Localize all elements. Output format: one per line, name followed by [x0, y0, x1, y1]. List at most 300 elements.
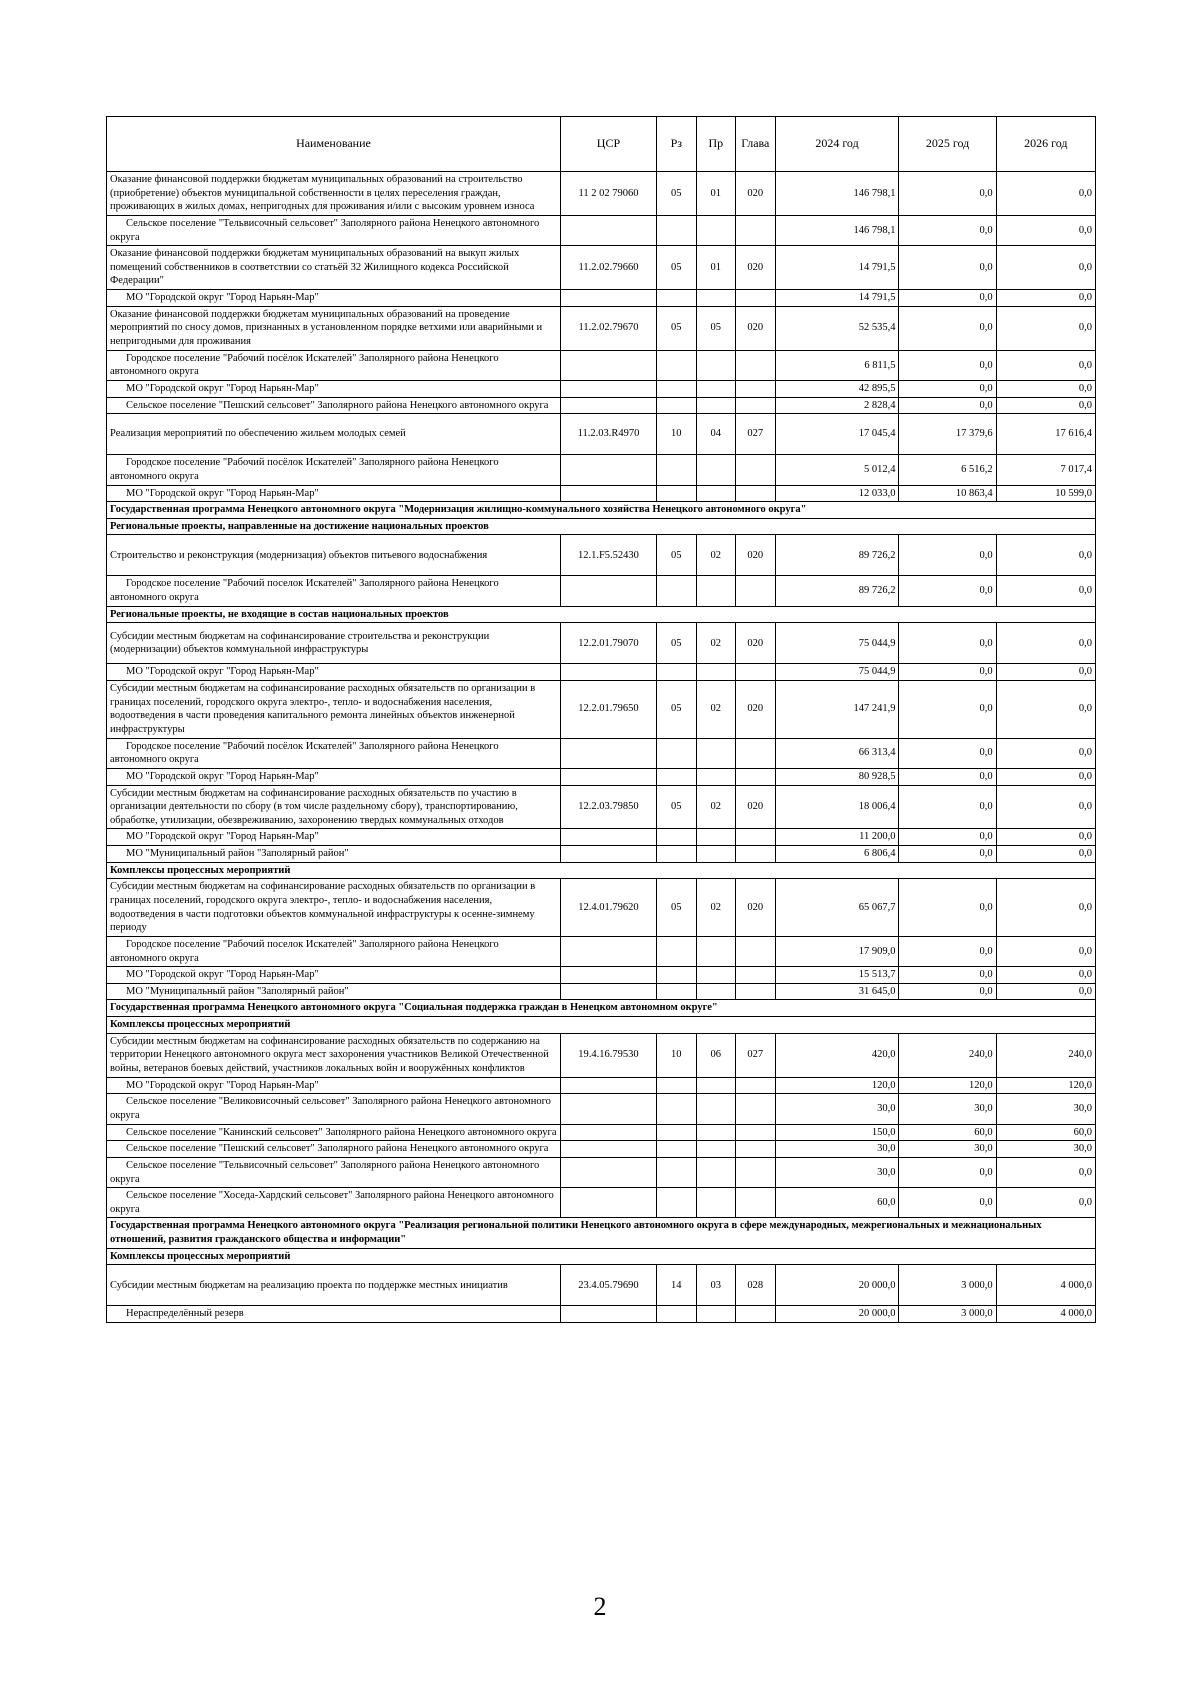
- cell-rz: 05: [657, 306, 697, 350]
- cell-y2024: 75 044,9: [775, 664, 899, 681]
- table-body: [107, 172, 1096, 1323]
- cell-y2026: 30,0: [996, 1141, 1095, 1158]
- cell-pr: [696, 846, 736, 863]
- row-name: [107, 455, 561, 485]
- table-subrow: [107, 1157, 1096, 1187]
- cell-pr: [696, 1188, 736, 1218]
- row-name: [107, 535, 561, 576]
- cell-glava: [736, 397, 776, 414]
- row-name-text: Городское поселение "Рабочий поселок Искателей" Заполярного района Ненецкого автономного округа: [110, 578, 499, 604]
- cell-pr: [696, 967, 736, 984]
- cell-y2025: 30,0: [899, 1141, 996, 1158]
- cell-y2025: 120,0: [899, 1077, 996, 1094]
- row-name-text: МО "Муниципальный район "Заполярный район": [126, 848, 349, 860]
- cell-y2025: 60,0: [899, 1124, 996, 1141]
- cell-y2026: 0,0: [996, 1188, 1095, 1218]
- row-name: [107, 1157, 561, 1187]
- cell-pr: [696, 215, 736, 245]
- cell-pr: 02: [696, 623, 736, 664]
- table-row: [107, 414, 1096, 455]
- row-name-text: МО "Городской округ "Город Нарьян-Мар": [126, 382, 319, 394]
- row-name: [107, 350, 561, 380]
- cell-rz: [657, 983, 697, 1000]
- cell-glava: [736, 1188, 776, 1218]
- cell-csr: 19.4.16.79530: [560, 1033, 656, 1077]
- section-heading: Государственная программа Ненецкого автономного округа "Реализация региональной политики Ненецкого автономного округа в сфере международных, межрегиональных и межнациональных отношений, развития гражданского общества и информации": [107, 1218, 1096, 1248]
- cell-csr: [560, 290, 656, 307]
- cell-csr: 12.2.01.79070: [560, 623, 656, 664]
- row-name-text: МО "Городской округ "Город Нарьян-Мар": [126, 770, 319, 782]
- row-name-text: МО "Городской округ "Город Нарьян-Мар": [126, 969, 319, 981]
- cell-y2024: 65 067,7: [775, 879, 899, 937]
- section-heading: Региональные проекты, направленные на достижение национальных проектов: [107, 518, 1096, 535]
- table-subrow: [107, 768, 1096, 785]
- cell-glava: 020: [736, 623, 776, 664]
- row-name-text: Городское поселение "Рабочий поселок Искателей" Заполярного района Ненецкого автономного округа: [110, 938, 499, 964]
- cell-y2025: 0,0: [899, 664, 996, 681]
- cell-y2026: 4 000,0: [996, 1265, 1095, 1306]
- cell-rz: [657, 397, 697, 414]
- table-subrow: [107, 485, 1096, 502]
- row-name: [107, 623, 561, 664]
- cell-y2024: 11 200,0: [775, 829, 899, 846]
- col-header-csr: ЦСР: [560, 117, 656, 172]
- row-name: [107, 1094, 561, 1124]
- row-name: [107, 172, 561, 216]
- row-name-text: МО "Городской округ "Город Нарьян-Мар": [126, 831, 319, 843]
- cell-y2026: 0,0: [996, 380, 1095, 397]
- cell-pr: 02: [696, 879, 736, 937]
- cell-glava: 020: [736, 879, 776, 937]
- cell-y2026: 0,0: [996, 290, 1095, 307]
- cell-csr: [560, 1141, 656, 1158]
- cell-y2024: 75 044,9: [775, 623, 899, 664]
- row-name-text: МО "Городской округ "Город Нарьян-Мар": [126, 487, 319, 499]
- row-name-text: Сельское поселение "Тельвисочный сельсовет" Заполярного района Ненецкого автономного округа: [110, 217, 540, 243]
- cell-y2026: 0,0: [996, 829, 1095, 846]
- cell-y2024: 146 798,1: [775, 172, 899, 216]
- cell-glava: [736, 967, 776, 984]
- cell-pr: [696, 455, 736, 485]
- cell-csr: [560, 738, 656, 768]
- cell-csr: 11 2 02 79060: [560, 172, 656, 216]
- cell-rz: 05: [657, 879, 697, 937]
- cell-y2024: 147 241,9: [775, 681, 899, 739]
- cell-y2026: 0,0: [996, 681, 1095, 739]
- cell-csr: [560, 829, 656, 846]
- cell-y2024: 66 313,4: [775, 738, 899, 768]
- cell-pr: [696, 1124, 736, 1141]
- cell-y2024: 30,0: [775, 1141, 899, 1158]
- cell-y2024: 30,0: [775, 1157, 899, 1187]
- cell-glava: 020: [736, 306, 776, 350]
- col-header-pr: Пр: [696, 117, 736, 172]
- row-name: [107, 1141, 561, 1158]
- cell-csr: [560, 1094, 656, 1124]
- cell-y2024: 60,0: [775, 1188, 899, 1218]
- table-row: [107, 785, 1096, 829]
- cell-rz: [657, 290, 697, 307]
- cell-y2026: 0,0: [996, 983, 1095, 1000]
- cell-rz: [657, 215, 697, 245]
- row-name: [107, 397, 561, 414]
- row-name-text: Сельское поселение "Пешский сельсовет" Заполярного района Ненецкого автономного округа: [126, 399, 549, 411]
- row-name: [107, 681, 561, 739]
- section-heading-row: [107, 518, 1096, 535]
- cell-rz: [657, 1157, 697, 1187]
- cell-pr: 05: [696, 306, 736, 350]
- cell-y2025: 0,0: [899, 1157, 996, 1187]
- cell-y2026: 0,0: [996, 936, 1095, 966]
- cell-rz: [657, 350, 697, 380]
- row-name-text: МО "Городской округ "Город Нарьян-Мар": [126, 292, 319, 304]
- row-name: [107, 215, 561, 245]
- cell-pr: 02: [696, 535, 736, 576]
- section-heading: Региональные проекты, не входящие в состав национальных проектов: [107, 606, 1096, 623]
- row-name: [107, 983, 561, 1000]
- cell-y2025: 0,0: [899, 681, 996, 739]
- table-subrow: [107, 1141, 1096, 1158]
- cell-y2025: 0,0: [899, 350, 996, 380]
- cell-y2024: 89 726,2: [775, 535, 899, 576]
- section-heading-row: [107, 1248, 1096, 1265]
- cell-y2024: 17 045,4: [775, 414, 899, 455]
- cell-y2025: 240,0: [899, 1033, 996, 1077]
- cell-rz: 14: [657, 1265, 697, 1306]
- cell-glava: [736, 380, 776, 397]
- cell-pr: [696, 1157, 736, 1187]
- cell-pr: 02: [696, 785, 736, 829]
- cell-glava: [736, 215, 776, 245]
- cell-rz: [657, 967, 697, 984]
- col-header-glava: Глава: [736, 117, 776, 172]
- cell-y2025: 0,0: [899, 535, 996, 576]
- table-subrow: [107, 967, 1096, 984]
- row-name: [107, 1077, 561, 1094]
- cell-y2025: 0,0: [899, 1188, 996, 1218]
- table-subrow: [107, 380, 1096, 397]
- cell-csr: 23.4.05.79690: [560, 1265, 656, 1306]
- cell-csr: 12.4.01.79620: [560, 879, 656, 937]
- cell-rz: 05: [657, 623, 697, 664]
- cell-glava: 020: [736, 785, 776, 829]
- cell-rz: [657, 380, 697, 397]
- cell-csr: [560, 397, 656, 414]
- cell-y2026: 0,0: [996, 397, 1095, 414]
- cell-y2026: 0,0: [996, 1157, 1095, 1187]
- cell-y2025: 17 379,6: [899, 414, 996, 455]
- cell-pr: [696, 983, 736, 1000]
- cell-rz: [657, 829, 697, 846]
- table-row: [107, 1265, 1096, 1306]
- cell-y2024: 20 000,0: [775, 1306, 899, 1323]
- cell-y2025: 6 516,2: [899, 455, 996, 485]
- row-name-text: Оказание финансовой поддержки бюджетам муниципальных образований на выкуп жилых помещений собственников в соответствии со статьёй 32 Жилищного кодекса Российской Федерации": [110, 248, 520, 287]
- cell-glava: [736, 983, 776, 1000]
- table-subrow: [107, 738, 1096, 768]
- table-subrow: [107, 983, 1096, 1000]
- cell-y2025: 0,0: [899, 576, 996, 606]
- cell-rz: [657, 1094, 697, 1124]
- cell-y2024: 80 928,5: [775, 768, 899, 785]
- cell-csr: [560, 455, 656, 485]
- cell-csr: [560, 576, 656, 606]
- cell-glava: 020: [736, 172, 776, 216]
- cell-pr: [696, 829, 736, 846]
- cell-y2026: 240,0: [996, 1033, 1095, 1077]
- cell-csr: 11.2.03.R4970: [560, 414, 656, 455]
- cell-rz: [657, 1077, 697, 1094]
- row-name-text: Городское поселение "Рабочий посёлок Искателей" Заполярного района Ненецкого автономного округа: [110, 457, 499, 482]
- cell-rz: [657, 664, 697, 681]
- col-header-rz: Рз: [657, 117, 697, 172]
- cell-rz: [657, 1188, 697, 1218]
- table-subrow: [107, 936, 1096, 966]
- row-name-text: Городское поселение "Рабочий посёлок Искателей" Заполярного района Ненецкого автономного округа: [110, 740, 499, 766]
- cell-glava: [736, 664, 776, 681]
- row-name-text: Нераспределённый резерв: [126, 1308, 244, 1320]
- row-name-text: Оказание финансовой поддержки бюджетам муниципальных образований на строительство (приобретение) объектов муниципальной собственности в целях переселения граждан, проживающих в жилых домах, непригодных для проживания и/или с высоким уровнем износа: [110, 174, 535, 213]
- cell-y2026: 4 000,0: [996, 1306, 1095, 1323]
- row-name: [107, 485, 561, 502]
- table-row: [107, 1033, 1096, 1077]
- cell-rz: [657, 1306, 697, 1323]
- cell-pr: 01: [696, 246, 736, 290]
- row-name-text: Субсидии местным бюджетам на софинансирование расходных обязательств по участию в организации деятельности по сбору (в том числе раздельному сбору), транспортированию, обработке, утилизации, обезвреживанию, захоронению твердых коммунальных отходов: [110, 787, 518, 826]
- cell-y2026: 0,0: [996, 967, 1095, 984]
- row-name-text: Оказание финансовой поддержки бюджетам муниципальных образований на проведение мероприятий по сносу домов, признанных в установленном порядке ветхими или аварийными и непригодными для проживания: [110, 308, 543, 348]
- cell-csr: [560, 1306, 656, 1323]
- cell-glava: [736, 829, 776, 846]
- row-name-text: Субсидии местным бюджетам на софинансирование расходных обязательств по организации в границах поселений, городского округа электро-, тепло- и водоснабжения населения, водоотведения в части подготовки объектов коммунальной инфраструктуры к осенне-зимнему периоду: [110, 881, 536, 934]
- cell-pr: [696, 1077, 736, 1094]
- cell-pr: [696, 290, 736, 307]
- cell-csr: 11.2.02.79670: [560, 306, 656, 350]
- cell-pr: [696, 397, 736, 414]
- cell-pr: [696, 1094, 736, 1124]
- row-name: [107, 936, 561, 966]
- row-name-text: Сельское поселение "Тельвисочный сельсовет" Заполярного района Ненецкого автономного округа: [110, 1159, 540, 1185]
- cell-rz: [657, 485, 697, 502]
- cell-rz: 05: [657, 535, 697, 576]
- row-name: [107, 1033, 561, 1077]
- cell-y2025: 3 000,0: [899, 1265, 996, 1306]
- cell-y2025: 0,0: [899, 936, 996, 966]
- table-subrow: [107, 829, 1096, 846]
- cell-y2025: 0,0: [899, 215, 996, 245]
- cell-csr: [560, 215, 656, 245]
- cell-csr: [560, 967, 656, 984]
- row-name-text: МО "Городской округ "Город Нарьян-Мар": [126, 1079, 319, 1091]
- row-name-text: Сельское поселение "Хоседа-Хардский сельсовет" Заполярного района Ненецкого автономного округа: [110, 1190, 554, 1215]
- cell-y2025: 0,0: [899, 879, 996, 937]
- cell-y2026: 0,0: [996, 879, 1095, 937]
- row-name-text: Субсидии местным бюджетам на софинансирование расходных обязательств по организации в границах поселений, городского округа электро-, тепло- и водоснабжения населения, водоотведения в части проведения капитального ремонта линейных объектов инженерной инфраструктуры: [110, 683, 536, 735]
- cell-glava: [736, 485, 776, 502]
- cell-glava: [736, 936, 776, 966]
- budget-table: [106, 116, 1096, 1323]
- cell-pr: [696, 350, 736, 380]
- cell-csr: 12.2.03.79850: [560, 785, 656, 829]
- cell-glava: 028: [736, 1265, 776, 1306]
- cell-y2024: 6 806,4: [775, 846, 899, 863]
- cell-y2026: 0,0: [996, 846, 1095, 863]
- col-header-2025: 2025 год: [899, 117, 996, 172]
- section-heading-row: [107, 1218, 1096, 1248]
- cell-pr: [696, 485, 736, 502]
- cell-y2026: 0,0: [996, 350, 1095, 380]
- cell-csr: [560, 768, 656, 785]
- cell-y2025: 0,0: [899, 967, 996, 984]
- col-header-name: Наименование: [107, 117, 561, 172]
- row-name: [107, 380, 561, 397]
- cell-pr: [696, 664, 736, 681]
- cell-pr: [696, 738, 736, 768]
- row-name: [107, 1188, 561, 1218]
- section-heading: Государственная программа Ненецкого автономного округа "Социальная поддержка граждан в Ненецком автономном округе": [107, 1000, 1096, 1017]
- cell-y2024: 17 909,0: [775, 936, 899, 966]
- cell-csr: 12.2.01.79650: [560, 681, 656, 739]
- cell-rz: 05: [657, 785, 697, 829]
- cell-y2026: 60,0: [996, 1124, 1095, 1141]
- cell-y2024: 146 798,1: [775, 215, 899, 245]
- section-heading-row: [107, 606, 1096, 623]
- cell-glava: [736, 1141, 776, 1158]
- cell-y2025: 0,0: [899, 380, 996, 397]
- row-name: [107, 306, 561, 350]
- table-subrow: [107, 215, 1096, 245]
- cell-rz: [657, 768, 697, 785]
- cell-y2025: 0,0: [899, 738, 996, 768]
- cell-y2025: 30,0: [899, 1094, 996, 1124]
- document-page: [106, 116, 1096, 1323]
- row-name: [107, 738, 561, 768]
- row-name: [107, 1265, 561, 1306]
- cell-pr: 04: [696, 414, 736, 455]
- row-name: [107, 967, 561, 984]
- cell-glava: [736, 576, 776, 606]
- cell-y2024: 15 513,7: [775, 967, 899, 984]
- row-name: [107, 846, 561, 863]
- cell-csr: 11.2.02.79660: [560, 246, 656, 290]
- cell-rz: 05: [657, 172, 697, 216]
- table-row: [107, 681, 1096, 739]
- row-name: [107, 879, 561, 937]
- cell-y2026: 0,0: [996, 785, 1095, 829]
- table-subrow: [107, 1077, 1096, 1094]
- cell-y2026: 0,0: [996, 623, 1095, 664]
- cell-y2025: 0,0: [899, 246, 996, 290]
- cell-glava: [736, 1157, 776, 1187]
- cell-csr: [560, 936, 656, 966]
- cell-csr: [560, 983, 656, 1000]
- cell-y2024: 20 000,0: [775, 1265, 899, 1306]
- cell-csr: [560, 1157, 656, 1187]
- table-subrow: [107, 397, 1096, 414]
- table-subrow: [107, 846, 1096, 863]
- table-header-row: [107, 117, 1096, 172]
- cell-rz: 05: [657, 681, 697, 739]
- cell-y2025: 0,0: [899, 172, 996, 216]
- cell-rz: 10: [657, 414, 697, 455]
- cell-y2026: 30,0: [996, 1094, 1095, 1124]
- cell-csr: [560, 485, 656, 502]
- row-name-text: Субсидии местным бюджетам на реализацию проекта по поддержке местных инициатив: [110, 1279, 508, 1291]
- cell-pr: [696, 1141, 736, 1158]
- cell-glava: [736, 1077, 776, 1094]
- table-subrow: [107, 1094, 1096, 1124]
- row-name: [107, 829, 561, 846]
- section-heading-row: [107, 862, 1096, 879]
- cell-y2024: 5 012,4: [775, 455, 899, 485]
- cell-csr: [560, 1077, 656, 1094]
- row-name: [107, 1306, 561, 1323]
- cell-rz: [657, 1141, 697, 1158]
- table-row: [107, 535, 1096, 576]
- cell-y2025: 0,0: [899, 829, 996, 846]
- cell-pr: 02: [696, 681, 736, 739]
- cell-csr: [560, 664, 656, 681]
- cell-pr: 01: [696, 172, 736, 216]
- section-heading-row: [107, 502, 1096, 519]
- col-header-2024: 2024 год: [775, 117, 899, 172]
- cell-rz: 10: [657, 1033, 697, 1077]
- section-heading: Комплексы процессных мероприятий: [107, 862, 1096, 879]
- cell-y2024: 42 895,5: [775, 380, 899, 397]
- row-name-text: Субсидии местным бюджетам на софинансирование расходных обязательств по содержанию на территории Ненецкого автономного округа мест захоронения участников Великой Отечественной войны, ветеранов боевых действий, участников локальных войн и вооружённых конфликтов: [110, 1035, 549, 1075]
- table-subrow: [107, 350, 1096, 380]
- cell-y2026: 0,0: [996, 172, 1095, 216]
- cell-csr: [560, 1188, 656, 1218]
- row-name: [107, 246, 561, 290]
- cell-csr: [560, 380, 656, 397]
- cell-y2026: 10 599,0: [996, 485, 1095, 502]
- row-name: [107, 664, 561, 681]
- cell-y2024: 12 033,0: [775, 485, 899, 502]
- cell-y2026: 0,0: [996, 768, 1095, 785]
- cell-csr: [560, 846, 656, 863]
- row-name-text: Строительство и реконструкция (модернизация) объектов питьевого водоснабжения: [110, 549, 488, 561]
- table-subrow: [107, 1188, 1096, 1218]
- cell-y2026: 0,0: [996, 215, 1095, 245]
- cell-pr: [696, 768, 736, 785]
- row-name: [107, 768, 561, 785]
- cell-y2024: 14 791,5: [775, 290, 899, 307]
- cell-glava: [736, 1124, 776, 1141]
- cell-csr: 12.1.F5.52430: [560, 535, 656, 576]
- cell-y2024: 6 811,5: [775, 350, 899, 380]
- cell-y2024: 31 645,0: [775, 983, 899, 1000]
- cell-y2025: 0,0: [899, 768, 996, 785]
- col-header-2026: 2026 год: [996, 117, 1095, 172]
- cell-glava: [736, 350, 776, 380]
- cell-y2024: 14 791,5: [775, 246, 899, 290]
- row-name-text: Сельское поселение "Канинский сельсовет" Заполярного района Ненецкого автономного округа: [126, 1126, 557, 1138]
- table-row: [107, 306, 1096, 350]
- cell-glava: 020: [736, 681, 776, 739]
- row-name-text: Сельское поселение "Пешский сельсовет" Заполярного района Ненецкого автономного округа: [126, 1143, 549, 1155]
- cell-csr: [560, 1124, 656, 1141]
- cell-y2024: 150,0: [775, 1124, 899, 1141]
- table-row: [107, 246, 1096, 290]
- table-row: [107, 879, 1096, 937]
- row-name-text: Субсидии местным бюджетам на софинансирование строительства и реконструкции (модернизации) объектов коммунальной инфраструктуры: [110, 630, 490, 656]
- section-heading: Комплексы процессных мероприятий: [107, 1248, 1096, 1265]
- cell-y2026: 120,0: [996, 1077, 1095, 1094]
- cell-glava: [736, 738, 776, 768]
- cell-glava: [736, 1306, 776, 1323]
- cell-y2024: 18 006,4: [775, 785, 899, 829]
